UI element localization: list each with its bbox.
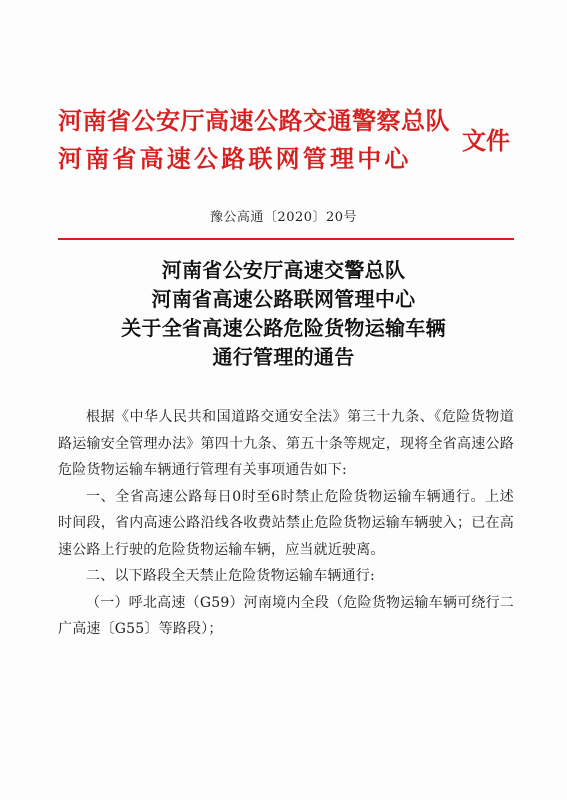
red-divider xyxy=(58,238,514,240)
body-paragraph: 一、全省高速公路每日0时至6时禁止危险货物运输车辆通行。上述时间段，省内高速公路沿线各收费站禁止危险货物运输车辆驶入；已在高速公路上行驶的危险货物运输车辆，应当就近驶离。 xyxy=(58,488,514,558)
issuer-line-2: 河南省高速公路联网管理中心 xyxy=(58,144,412,173)
title-line: 通行管理的通告 xyxy=(212,345,355,369)
document-type-label: 文件 xyxy=(462,126,510,155)
issuer-line-1: 河南省公安厅高速公路交通警察总队 xyxy=(58,106,450,135)
document-header xyxy=(58,104,513,184)
body-paragraph: 根据《中华人民共和国道路交通安全法》第三十九条、《危险货物道路运输安全管理办法》第四十九条、第五十条等规定，现将全省高速公路危险货物运输车辆通行管理有关事项通告如下: xyxy=(58,409,514,478)
body-paragraph: （一）呼北高速（G59）河南境内全段（危险货物运输车辆可绕行二广高速〔G55〕等路段）； xyxy=(58,594,514,637)
notice-title xyxy=(0,256,567,372)
title-line: 关于全省高速公路危险货物运输车辆 xyxy=(121,316,446,340)
notice-body xyxy=(58,404,514,643)
body-paragraph: 二、以下路段全天禁止危险货物运输车辆通行: xyxy=(86,568,375,584)
title-line: 河南省公安厅高速交警总队 xyxy=(161,258,406,282)
title-line: 河南省高速公路联网管理中心 xyxy=(151,287,416,311)
document-number: 豫公高通〔2020〕20号 xyxy=(209,210,358,225)
